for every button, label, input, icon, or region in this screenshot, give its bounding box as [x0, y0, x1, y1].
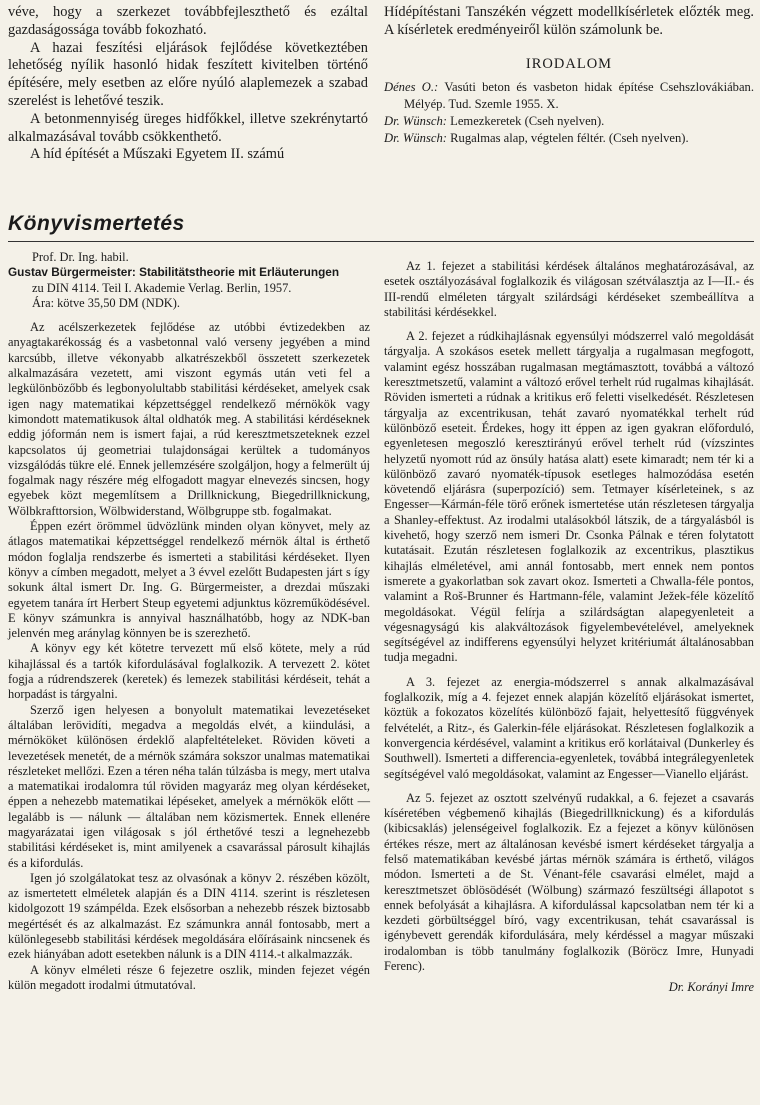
reference-author: Dénes O.:	[384, 80, 439, 95]
paragraph: A 2. fejezet a rúdkihajlásnak egyensúlyi módszerrel való megoldását tárgyalja. A szokásos esetek mellett tárgyalja a rugalmasan megfogott, valamint egész hosszában rugalmasan megtámasztott, továbbá a változó keresztmetszetű, valamint a változó erővel terhelt rúd rugalmas kihajlását. Röviden ismerteti a rúdnak a kritikus erő feletti viselkedését. Részletesen tárgyalja az excentrikusan, tehát zavaró nyomatékkal terhelt rúd különböző eseteit. Érdekes, hogy itt éppen az igen gyakran előforduló, egyenletesen megoszló keresztirányú erővel terhelt rúd (vízszintes helyzetű nyomott rúd az önsúly hatása alatt) esete kimaradt; nem tér ki a különböző zavaró nyomaték-típusok esetleges halmozódása esetén követendő eljárásra (superpozíció) sem. Tetmayer kísérleteinek, s az Engesser—Kármán-féle törő erőnek ismertetése után részletesen tárgyalja a Shanley-effektust. Az irodalmi utalásokból látszik, de a tárgyalásból is kivehető, hogy szerző nem ismeri Dr. Csonka Pálnak e téren folytatott kutatásait. Ezután részletesen foglalkozik az excentrikus, plasztikus kihajlás elméletével, ami annál fontosabb, mert ennek nem pontos ismerete a gyakorlatban sok zavart okoz. Ismerteti a Chwalla-féle pontos, valamint a Roš-Brunner és Hartmann-féle, valamint Ježek-féle közelítő megoldásokat. Végül felírja a szilárdságtan alapegyenleteit a végesnagyságú kis alakváltozások figyelembevételével, amelyeknek segítségével az indifferens egyensúlyi helyzet kritériumát általánosabban tudja megadni.	[384, 329, 754, 665]
top-right-column	[384, 4, 754, 147]
reference-item	[384, 79, 754, 113]
reference-text: Rugalmas alap, végtelen féltér. (Cseh nyelven).	[450, 130, 689, 145]
book-title: Gustav Bürgermeister: Stabilitätstheorie mit Erläuterungen	[8, 265, 340, 280]
top-left-column	[8, 4, 368, 164]
bottom-left-column	[8, 250, 370, 993]
book-meta: zu DIN 4114. Teil I. Akademie Verlag. Berlin, 1957.	[32, 280, 292, 295]
book-author-prefix: Prof. Dr. Ing. habil.	[32, 250, 129, 264]
paragraph: Az acélszerkezetek fejlődése az utóbbi évtizedekben az anyagtakarékosság és a vasbetonnal való verseny jegyében a mind karcsúbb, illetve vékonyabb alkatrészekből összetett szerkezetek alkalmazására vezetett, ami viszont egymás után veti fel a legkülönbözőbb és legbonyolultabb stabilitási kérdéseket, amelyek csak igen nagy matematikai képzettséggel rendelkező mérnökök vagy kimondott matematikusok által oldhatók meg. A stabilitási kérdéseknek eddig jóformán nem is ismert fajai, a rúd keresztmetszeteknek ezzel kapcsolatos új geometriai tulajdonságai kerültek a tudományos vizsgálódás tükre elé. Ennek jellemzésére szolgáljon, hogy a felmerült új fogalmak nagy részére még elfogadott magyar elnevezés sincsen, hogy egyebek közt megemlítsem a Drillknickung, Biegedrillknickung, Wölbkrafttorsion, Wölbwiderstand, Wölbgruppe stb. fogalmakat.	[8, 320, 370, 518]
paragraph: A híd építését a Műszaki Egyetem II. számú	[30, 146, 285, 163]
paragraph: Az 5. fejezet az osztott szelvényű rudakkal, a 6. fejezet a csavarás kíséretében végbemenő kihajlás (Biegedrillknickung) és a kifordulás (kibicsaklás) jelenségeivel foglalkozik. Ez a fejezet a könyv különösen értékes része, mert az általánosan kevésbé ismert kérdéseket tárgyalja a felső matematikában kevésbé jártas mérnök számára is érthető, világos módon. Ismerteti a de St. Vénant-féle csavarási elmélet, majd a keresztmetszet öblösödését (Wölbung) származó feszültségi állapotot s ennek befolyását a kihajlásra. A kifordulással kapcsolatban nem tér ki a kezdeti görbültséggel bíró, vagy excentrikusan, tehát csavarással is igénybevett gerendák kifordulására, mely kérdéssel a magyar műszaki irodalomban is több tanulmány foglalkozik (Böröcz Imre, Hunyadi Ferenc).	[384, 790, 754, 974]
book-price: Ára: kötve 35,50 DM (NDK).	[32, 295, 180, 310]
section-heading: Könyvismertetés	[8, 212, 185, 235]
irodalom-heading: IRODALOM	[525, 55, 613, 72]
signature: Dr. Korányi Imre	[668, 980, 754, 995]
reference-author: Dr. Wünsch:	[384, 130, 447, 145]
reference-text: Vasúti beton és vasbeton hidak építése Csehszlovákiában. Mélyép. Tud. Szemle 1955. X.	[404, 80, 754, 112]
paragraph: A betonmennyiség üreges hidfőkkel, illetve szekrénytartó alkalmazásával tovább csökkenthető.	[8, 110, 368, 145]
paragraph: A hazai feszítési eljárások fejlődése következtében lehetőség nyílik hasonló hidak feszített kivitelben történő építésére, mely esetben az előre nyúló alaplemezek a szabad szerelést is lehetővé teszik.	[8, 39, 368, 109]
section-divider	[8, 241, 754, 242]
paragraph: Igen jó szolgálatokat tesz az olvasónak a könyv 2. részében közölt, az ismertetett elméletek alapján és a DIN 4114. szerint is részletesen kidolgozott 19 számpélda. Ezek elsősorban a nehezebb részek biztosabb megértését és az alkalmazást. Ez számunkra annál fontosabb, mert a különlegesebb stabilitási kérdések megoldására előírásaink nincsenek és ezek hiányában adott esetekben nálunk is a DIN 4114.-t alkalmazzák.	[8, 870, 370, 962]
paragraph: Szerző igen helyesen a bonyolult matematikai levezetéseket általában lerövidíti, megadva a megoldás elvét, a kiindulási, a mérnököket különösen érdeklő alapfeltételeket. Röviden követi a levezetések menetét, de a mérnök számára sokszor unalmas matematikai részleteket mellőzi. Ezen a téren néha talán túlzásba is megy, mert utalva a matematikai irodalomra túl röviden magyaráz meg olyan kérdéseket, éppen a nehezebb matematikai lépéseket, amelyek a mérnökök előtt — legalább is — nálunk — általában nem közismertek. Ennek ellenére magyarázatai igen világosak s jól érthetővé teszi a legnehezebb stabilitási kérdéseket is, mint amilyenek a csavarással párosult kihajlás és a kifordulás.	[8, 702, 370, 870]
paragraph: A 3. fejezet az energia-módszerrel s annak alkalmazásával foglalkozik, míg a 4. fejezet ennek alapján közelítő eljárásokat ismertet, köztük a fokozatos közelítés különböző fajait, helyettesítő függvények felvételét, a Ritz-, és Galerkin-féle eljárásokat. Részletesen foglalkozik a konvergencia kérdésével, valamint a kritikus erő korlátaival (Dunkerley és Southwell). Ismerteti a differencia-egyenletek, továbbá integrálegyenletek segítségével való megoldásokat, valamint az Engesser—Vianello eljárást.	[384, 674, 754, 781]
reference-item	[384, 130, 754, 147]
reference-text: Lemezkeretek (Cseh nyelven).	[450, 113, 605, 128]
bottom-right-column	[384, 250, 754, 996]
paragraph: Az 1. fejezet a stabilitási kérdések általános meghatározásával, az esetek osztályozásával foglalkozik és világosan szétválasztja az I—II.- és III-rendű elméleten tárgyalt szilárdsági kérdéseket szembeállítva a stabilitási kérdésekkel.	[384, 259, 754, 319]
paragraph: Hídépítéstani Tanszékén végzett modellkísérletek előzték meg. A kísérletek eredményeiről külön számolunk be.	[384, 4, 754, 38]
paragraph: Éppen ezért örömmel üdvözlünk minden olyan könyvet, mely az átlagos matematikai képzettséggel rendelkező mérnök által is érthető módon foglalja rendszerbe és ismerteti a stabilitási kérdéseket. Ilyen könyv a címben megadott, melyet a 3 évvel ezelőtt Budapesten járt s így sokunk által ismert Dr. Ing. G. Bürgermeister, a drezdai műszaki egyetem tanára írt Herbert Steup egyetemi adjunktus közreműködésével. E könyv számunkra is annyival használhatóbb, hogy az NDK-ban jelenvén meg aránylag könnyen be is szerezhető.	[8, 519, 370, 641]
reference-item	[384, 113, 754, 130]
paragraph: véve, hogy a szerkezet továbbfejleszthető és ezáltal gazdaságossága tovább fokozható.	[8, 4, 368, 38]
paragraph: A könyv egy két kötetre tervezett mű első kötete, mely a rúd kihajlással és a tartók kifordulásával foglalkozik. A tervezett 2. kötet fogja a rúdrendszerek (keretek) és lemezek stabilitási kérdéseit, tehát a horpadást is tárgyalni.	[8, 641, 370, 702]
reference-author: Dr. Wünsch:	[384, 113, 447, 128]
paragraph: A könyv elméleti része 6 fejezetre oszlik, minden fejezet végén külön megadott irodalmi útmutatóval.	[8, 962, 370, 992]
